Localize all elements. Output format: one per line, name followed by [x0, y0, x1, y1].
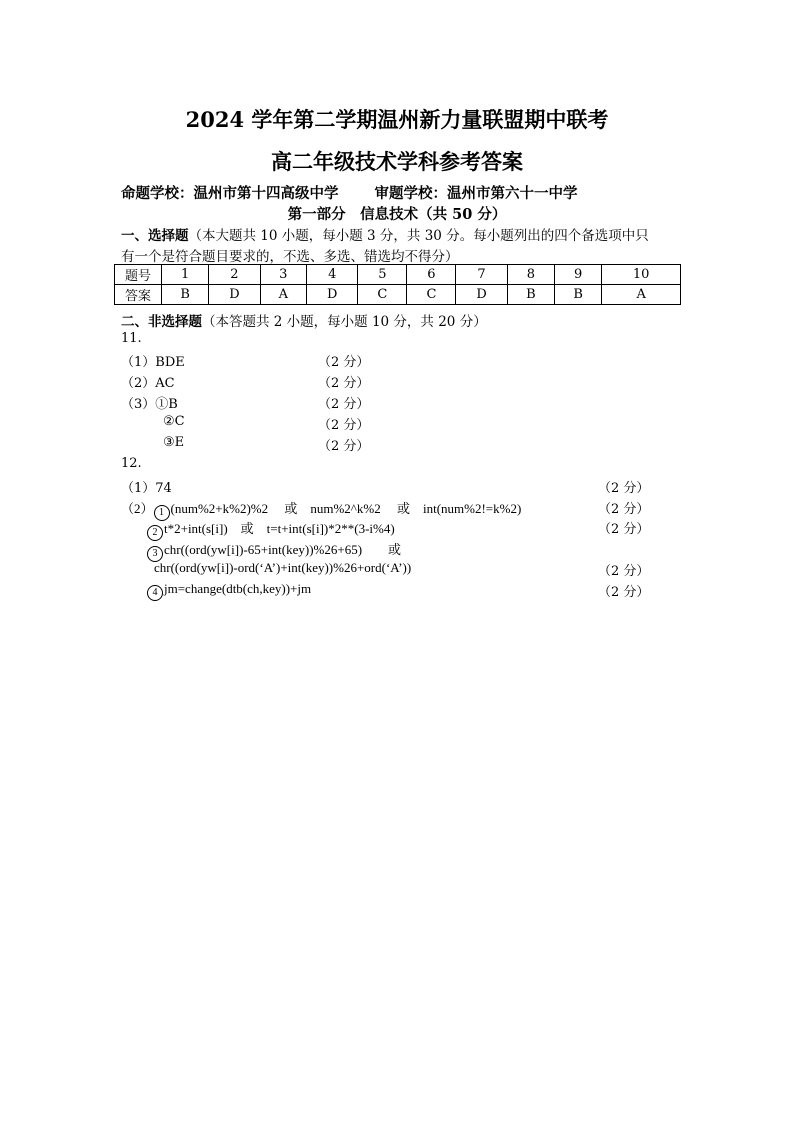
answer-cell: D	[209, 285, 260, 305]
reviewer-school: 审题学校：温州市第六十一中学	[374, 185, 578, 202]
question-number: 2	[209, 265, 260, 285]
q12-answer-2-3-text: chr((ord(yw[i])-65+int(key))%26+65) 或	[164, 542, 402, 557]
question-number: 1	[162, 265, 209, 285]
question-number: 6	[407, 265, 456, 285]
section1-heading: 一、选择题	[121, 228, 189, 244]
setter-school: 命题学校：温州市第十四高级中学	[121, 185, 339, 202]
q11-score-2: （2 分）	[318, 376, 370, 391]
answer-cell: C	[407, 285, 456, 305]
q11-score-1: （2 分）	[318, 355, 370, 370]
circled-number-4: 4	[147, 585, 163, 601]
q11-answer-1: （1）BDE	[121, 355, 185, 370]
q12-answer-2-3-alt: chr((ord(yw[i])-ord(‘A’)+int(key))%26+ord(‘A’))	[154, 560, 412, 575]
section2-heading-line	[121, 310, 487, 330]
document-subtitle: 高二年级技术学科参考答案	[271, 149, 523, 174]
q12-score-2: （2 分）	[598, 502, 650, 517]
question-number: 9	[555, 265, 602, 285]
answer-cell: B	[555, 285, 602, 305]
answer-cell: B	[507, 285, 554, 305]
question-number: 3	[260, 265, 307, 285]
question-number: 8	[507, 265, 554, 285]
q12-answer-2-4	[147, 581, 311, 601]
section1-note-cont: 有一个是符合题目要求的，不选、多选、错选均不得分）	[121, 249, 459, 265]
answer-cell: C	[358, 285, 407, 305]
q12-score-3: （2 分）	[598, 522, 650, 537]
q12-answer-2-3	[147, 539, 401, 562]
answer-cell: B	[162, 285, 209, 305]
q12-answer-1: （1）74	[121, 481, 172, 496]
q11-score-4: （2 分）	[318, 418, 370, 433]
circled-number-3: 3	[147, 546, 163, 562]
q11-answer-3-1: （3）①B	[121, 397, 178, 412]
schools-line	[121, 182, 578, 203]
question-number: 10	[602, 265, 681, 285]
q11-number: 11.	[121, 331, 142, 346]
answer-table	[114, 264, 681, 305]
section2-heading: 二、非选择题	[121, 314, 202, 330]
section1-note: （本大题共 10 小题，每小题 3 分，共 30 分。每小题列出的四个备选项中只	[188, 228, 649, 244]
q12-answer-2-2	[147, 518, 395, 541]
q11-answer-3-3: ③E	[163, 435, 185, 450]
q11-answer-3-2: ②C	[163, 414, 185, 429]
answer-cell: A	[260, 285, 307, 305]
circled-number-1: 1	[154, 505, 170, 521]
question-number: 5	[358, 265, 407, 285]
answer-cell: D	[307, 285, 358, 305]
section1-heading-line	[121, 224, 649, 244]
answer-row	[115, 285, 681, 305]
question-number: 4	[307, 265, 358, 285]
q12-answer-2-2-text: t*2+int(s[i]) 或 t=t+int(s[i])*2**(3-i%4)	[164, 521, 395, 536]
q12-number: 12.	[121, 456, 142, 471]
question-number-row	[115, 265, 681, 285]
answer-row-label: 答案	[115, 285, 162, 305]
q11-score-3: （2 分）	[318, 397, 370, 412]
question-row-label: 题号	[115, 265, 162, 285]
document-title: 2024 学年第二学期温州新力量联盟期中联考	[185, 107, 609, 132]
q11-answer-2: （2）AC	[121, 376, 175, 391]
q11-score-5: （2 分）	[318, 439, 370, 454]
q12-answer-2-4-text: jm=change(dtb(ch,key))+jm	[164, 581, 312, 596]
answer-cell: A	[602, 285, 681, 305]
circled-number-2: 2	[147, 525, 163, 541]
q12-score-1: （2 分）	[598, 481, 650, 496]
answer-cell: D	[456, 285, 507, 305]
q12-score-4: （2 分）	[598, 564, 650, 579]
section2-note: （本答题共 2 小题，每小题 10 分，共 20 分）	[202, 314, 487, 330]
q12-answer-2-1-text: (num%2+k%2)%2 或 num%2^k%2 或 int(num%2!=k%2)	[170, 501, 522, 516]
q12-part2-prefix: （2）	[121, 501, 154, 516]
q12-score-5: （2 分）	[598, 585, 650, 600]
question-number: 7	[456, 265, 507, 285]
part-title: 第一部分 信息技术（共 50 分）	[287, 206, 507, 223]
